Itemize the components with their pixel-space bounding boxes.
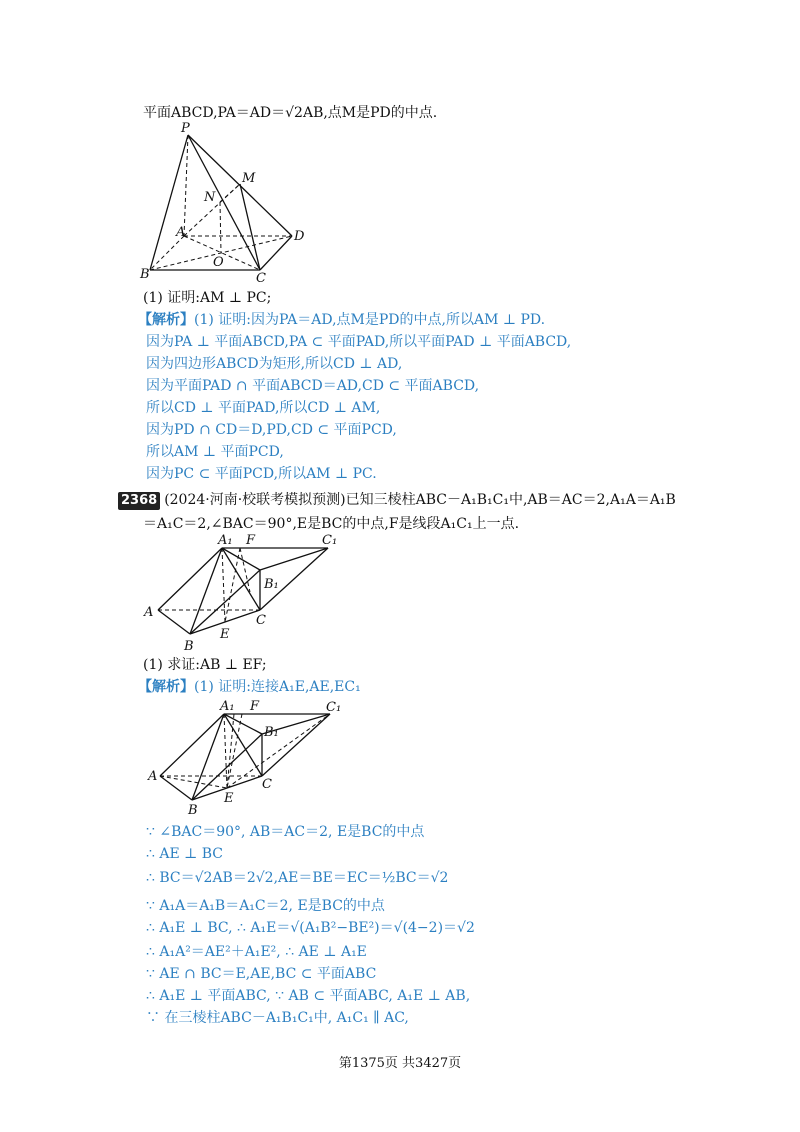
label-C: C xyxy=(256,613,266,628)
analysis-tag-2: 【解析】 xyxy=(138,679,194,695)
label-B: B xyxy=(188,803,198,818)
solution2-line-5: ∴ A₁A²＝AE²＋A₁E², ∴ AE ⊥ A₁E xyxy=(146,944,367,960)
problem-2368-line1: 2368 (2024·河南·校联考模拟预测)已知三棱柱ABC－A₁B₁C₁中,AB＝AC＝2,A₁A＝A₁B xyxy=(118,490,676,510)
label-A1: A₁ xyxy=(218,533,233,548)
solution1-line-3: 因为平面PAD ∩ 平面ABCD＝AD,CD ⊂ 平面ABCD, xyxy=(146,378,480,394)
part1-question: (1) 证明:AM ⊥ PC; xyxy=(143,290,272,306)
label-C1: C₁ xyxy=(322,533,338,548)
label-P: P xyxy=(181,121,190,136)
label-B1: B₁ xyxy=(264,577,279,592)
label-C: C xyxy=(262,777,272,792)
solution1-line-2: 因为四边形ABCD为矩形,所以CD ⊥ AD, xyxy=(146,356,403,372)
analysis-tag: 【解析】 xyxy=(138,312,194,328)
label-B: B xyxy=(184,639,194,654)
figure-prism-aux xyxy=(142,698,362,823)
label-A: A xyxy=(176,225,186,240)
problem-number-badge: 2368 xyxy=(118,492,160,510)
solution2-line-7: ∴ A₁E ⊥ 平面ABC, ∵ AB ⊂ 平面ABC, A₁E ⊥ AB, xyxy=(146,988,471,1004)
label-C1: C₁ xyxy=(326,700,342,715)
page-footer: 第1375页 共3427页 xyxy=(338,1056,462,1071)
label-A1: A₁ xyxy=(220,699,235,714)
solution2-line-6: ∵ AE ∩ BC＝E,AE,BC ⊂ 平面ABC xyxy=(146,966,377,982)
solution1-line-7: 因为PC ⊂ 平面PCD,所以AM ⊥ PC. xyxy=(146,466,377,482)
solution2-line-2: ∴ BC＝√2AB＝2√2,AE＝BE＝EC＝½BC＝√2 xyxy=(146,870,449,886)
label-F: F xyxy=(250,699,260,714)
problem-2368-line2: ＝A₁C＝2,∠BAC＝90°,E是BC的中点,F是线段A₁C₁上一点. xyxy=(143,516,520,532)
solution1-line-1: 因为PA ⊥ 平面ABCD,PA ⊂ 平面PAD,所以平面PAD ⊥ 平面ABCD, xyxy=(146,334,572,350)
solution2-line-8: ∵ 在三棱柱ABC－A₁B₁C₁中, A₁C₁ ∥ AC, xyxy=(146,1010,409,1026)
intro-line: 平面ABCD,PA＝AD＝√2AB,点M是PD的中点. xyxy=(143,105,438,121)
label-N: N xyxy=(204,190,216,205)
solution2-line-3: ∵ A₁A＝A₁B＝A₁C＝2, E是BC的中点 xyxy=(146,898,385,914)
label-A: A xyxy=(148,769,158,784)
figure-prism xyxy=(140,530,360,655)
label-C: C xyxy=(256,271,266,285)
solution1-line-5: 因为PD ∩ CD＝D,PD,CD ⊂ 平面PCD, xyxy=(146,422,397,438)
part2-question: (1) 求证:AB ⊥ EF; xyxy=(143,657,267,673)
solution2-head: 【解析】(1) 证明:连接A₁E,AE,EC₁ xyxy=(138,679,361,695)
solution1-line-0: 【解析】(1) 证明:因为PA＝AD,点M是PD的中点,所以AM ⊥ PD. xyxy=(138,312,546,328)
solution2-line-4: ∴ A₁E ⊥ BC, ∴ A₁E＝√(A₁B²−BE²)＝√(4−2)＝√2 xyxy=(146,920,475,936)
solution2-line-0: ∵ ∠BAC＝90°, AB＝AC＝2, E是BC的中点 xyxy=(146,824,425,840)
label-F: F xyxy=(246,533,256,548)
label-E: E xyxy=(220,627,230,642)
label-B1: B₁ xyxy=(264,725,279,740)
label-A: A xyxy=(144,605,154,620)
label-M: M xyxy=(242,171,256,186)
label-E: E xyxy=(224,791,234,806)
label-O: O xyxy=(213,255,224,270)
solution1-line-6: 所以AM ⊥ 平面PCD, xyxy=(146,444,284,460)
solution2-line-1: ∴ AE ⊥ BC xyxy=(146,846,224,862)
label-D: D xyxy=(294,229,305,244)
label-B: B xyxy=(140,267,150,282)
solution1-line-4: 所以CD ⊥ 平面PAD,所以CD ⊥ AM, xyxy=(146,400,381,416)
figure-pyramid xyxy=(138,120,318,285)
